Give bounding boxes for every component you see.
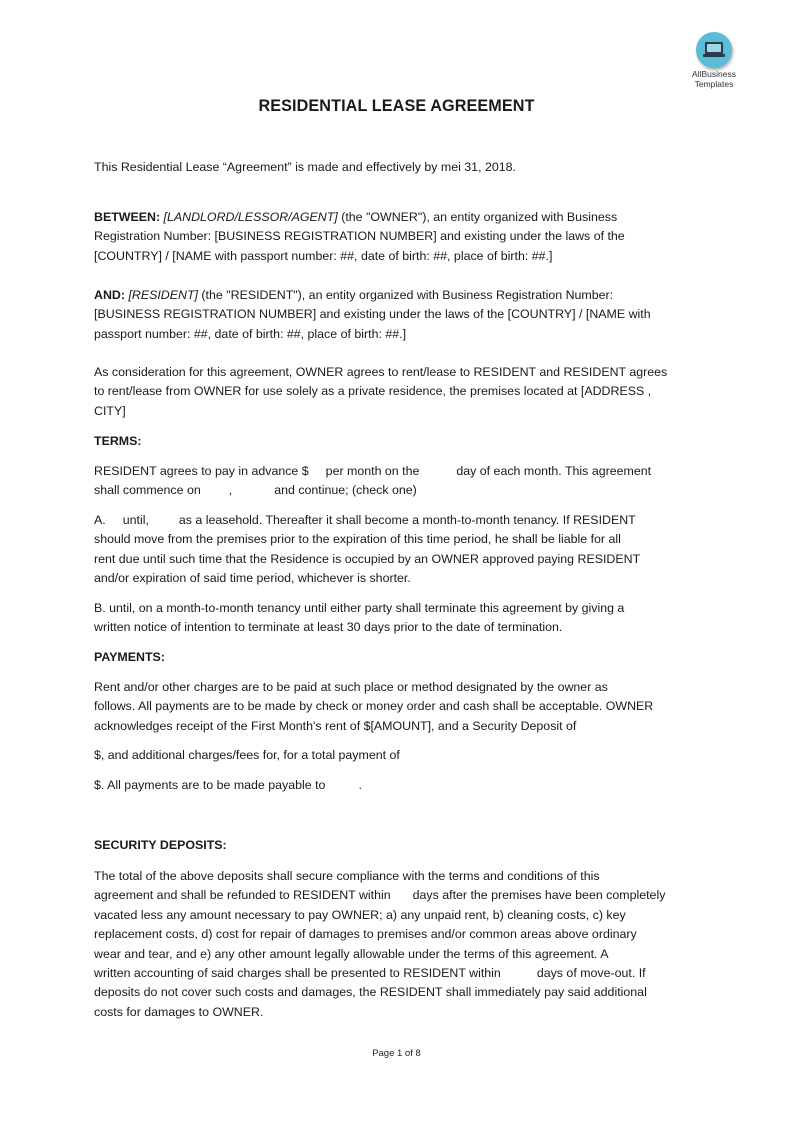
payments-line-1: Rent and/or other charges are to be paid at such place or method designated by the owner as: [94, 680, 608, 694]
and-label: AND:: [94, 288, 125, 302]
consideration-line-3: CITY]: [94, 403, 126, 418]
and-line-2: [BUSINESS REGISTRATION NUMBER] and existing under the laws of the [COUNTRY] / [NAME with: [94, 307, 651, 322]
between-paragraph: [94, 208, 706, 266]
terms-text-c: day of each month. This agreement: [456, 464, 652, 478]
logo-line-2: Templates: [694, 79, 734, 89]
and-line-1: [94, 286, 706, 305]
option-a-line-1: [94, 511, 706, 530]
security-text-6b: days of move-out. If: [536, 965, 646, 980]
terms-option-a: [94, 511, 706, 589]
security-line-4: replacement costs, d) cost for repair of damages to premises and/or common areas above ordinary: [94, 927, 637, 942]
option-a-line-2: should move from the premises prior to the expiration of this time period, he shall be liable for all: [94, 532, 621, 547]
payments-line-5: [94, 776, 706, 795]
option-a-line-3: rent due until such time that the Residence is occupied by an OWNER approved paying RESIDENT: [94, 551, 641, 566]
consideration-paragraph: [94, 363, 706, 421]
option-a-until: until,: [122, 513, 149, 527]
consideration-line-2: to rent/lease from OWNER for use solely as a private residence, the premises located at [ADDRESS ,: [94, 384, 652, 399]
consideration-line-1: As consideration for this agreement, OWNER agrees to rent/lease to RESIDENT and RESIDENT agrees: [94, 365, 668, 379]
option-a-text: as a leasehold. Thereafter it shall become a month-to-month tenancy. If RESIDENT: [178, 513, 636, 527]
terms-payment-paragraph: [94, 462, 706, 501]
security-text-6a: written accounting of said charges shall be presented to RESIDENT within: [94, 965, 501, 980]
security-line-8: costs for damages to OWNER.: [94, 1004, 264, 1019]
and-paragraph: [94, 286, 706, 344]
intro-text: This Residential Lease “Agreement” is made and effectively by mei 31, 2018.: [94, 160, 516, 174]
terms-text-f: and continue; (check one): [274, 483, 417, 498]
terms-option-b: [94, 599, 706, 638]
payments-line-2: follows. All payments are to be made by check or money order and cash shall be acceptable. OWNER: [94, 699, 654, 714]
security-paragraph: [94, 867, 706, 1022]
terms-heading: TERMS:: [94, 434, 142, 448]
logo-text: [682, 69, 746, 89]
and-line-3: passport number: ##, date of birth: ##, place of birth: ##.]: [94, 326, 407, 341]
between-party: [LANDLORD/LESSOR/AGENT]: [163, 210, 338, 224]
between-line-2: Registration Number: [BUSINESS REGISTRATION NUMBER] and existing under the laws of the: [94, 229, 625, 244]
terms-text-b: per month on the: [325, 464, 420, 478]
terms-text-d: shall commence on: [94, 483, 201, 498]
security-line-5: wear and tear, and e) any other amount legally allowable under the terms of this agreement. A: [94, 946, 609, 961]
option-b-line-2: written notice of intention to terminate at least 30 days prior to the date of termination.: [94, 620, 563, 635]
payments-line-4: $, and additional charges/fees for, for a total payment of: [94, 748, 400, 762]
and-text-1: (the "RESIDENT"), an entity organized with Business Registration Number:: [197, 288, 614, 302]
laptop-icon: [696, 32, 732, 68]
payments-payable-text: $. All payments are to be made payable to: [94, 778, 326, 792]
security-line-6: [94, 964, 706, 983]
payments-payable: [94, 776, 706, 795]
payments-line-3: acknowledges receipt of the First Month's rent of $[AMOUNT], and a Security Deposit of: [94, 718, 577, 733]
payments-paragraph: [94, 678, 706, 736]
allbusiness-logo: [688, 32, 740, 89]
payments-payable-end: .: [358, 778, 362, 792]
security-line-7: deposits do not cover such costs and damages, the RESIDENT shall immediately pay said additional: [94, 985, 647, 1000]
security-line-2: [94, 886, 706, 905]
security-text-2b: days after the premises have been completely: [412, 888, 666, 903]
page-number: Page 1 of 8: [372, 1048, 421, 1059]
terms-text-a: RESIDENT agrees to pay in advance $: [94, 464, 309, 478]
terms-section: [94, 432, 706, 451]
option-b-line-1: B. until, on a month-to-month tenancy until either party shall terminate this agreement by giving a: [94, 601, 625, 615]
between-text-1: (the "OWNER"), an entity organized with Business: [337, 210, 618, 224]
security-text-2a: agreement and shall be refunded to RESIDENT within: [94, 888, 391, 903]
security-line-1: The total of the above deposits shall secure compliance with the terms and conditions of this: [94, 869, 600, 883]
intro-paragraph: [94, 158, 706, 177]
between-line-3: [COUNTRY] / [NAME with passport number: ##, date of birth: ##, place of birth: ##.]: [94, 248, 553, 263]
payments-total: [94, 746, 706, 765]
security-heading: SECURITY DEPOSITS:: [94, 838, 227, 852]
option-a-label: A.: [94, 513, 106, 527]
terms-line-2: [94, 481, 706, 500]
payments-section: [94, 648, 706, 667]
option-a-line-4: and/or expiration of said time period, whichever is shorter.: [94, 571, 411, 586]
security-line-3: vacated less any amount necessary to pay OWNER; a) any unpaid rent, b) cleaning costs, c) key: [94, 907, 626, 922]
payments-heading: PAYMENTS:: [94, 650, 165, 664]
terms-text-e: ,: [228, 483, 233, 498]
document-title: RESIDENTIAL LEASE AGREEMENT: [258, 97, 535, 115]
and-party: [RESIDENT]: [128, 288, 198, 302]
between-label: BETWEEN:: [94, 210, 161, 224]
terms-line-1: [94, 462, 706, 481]
between-line-1: [94, 208, 706, 227]
logo-line-1: AllBusiness: [692, 69, 736, 79]
security-section: [94, 836, 706, 855]
